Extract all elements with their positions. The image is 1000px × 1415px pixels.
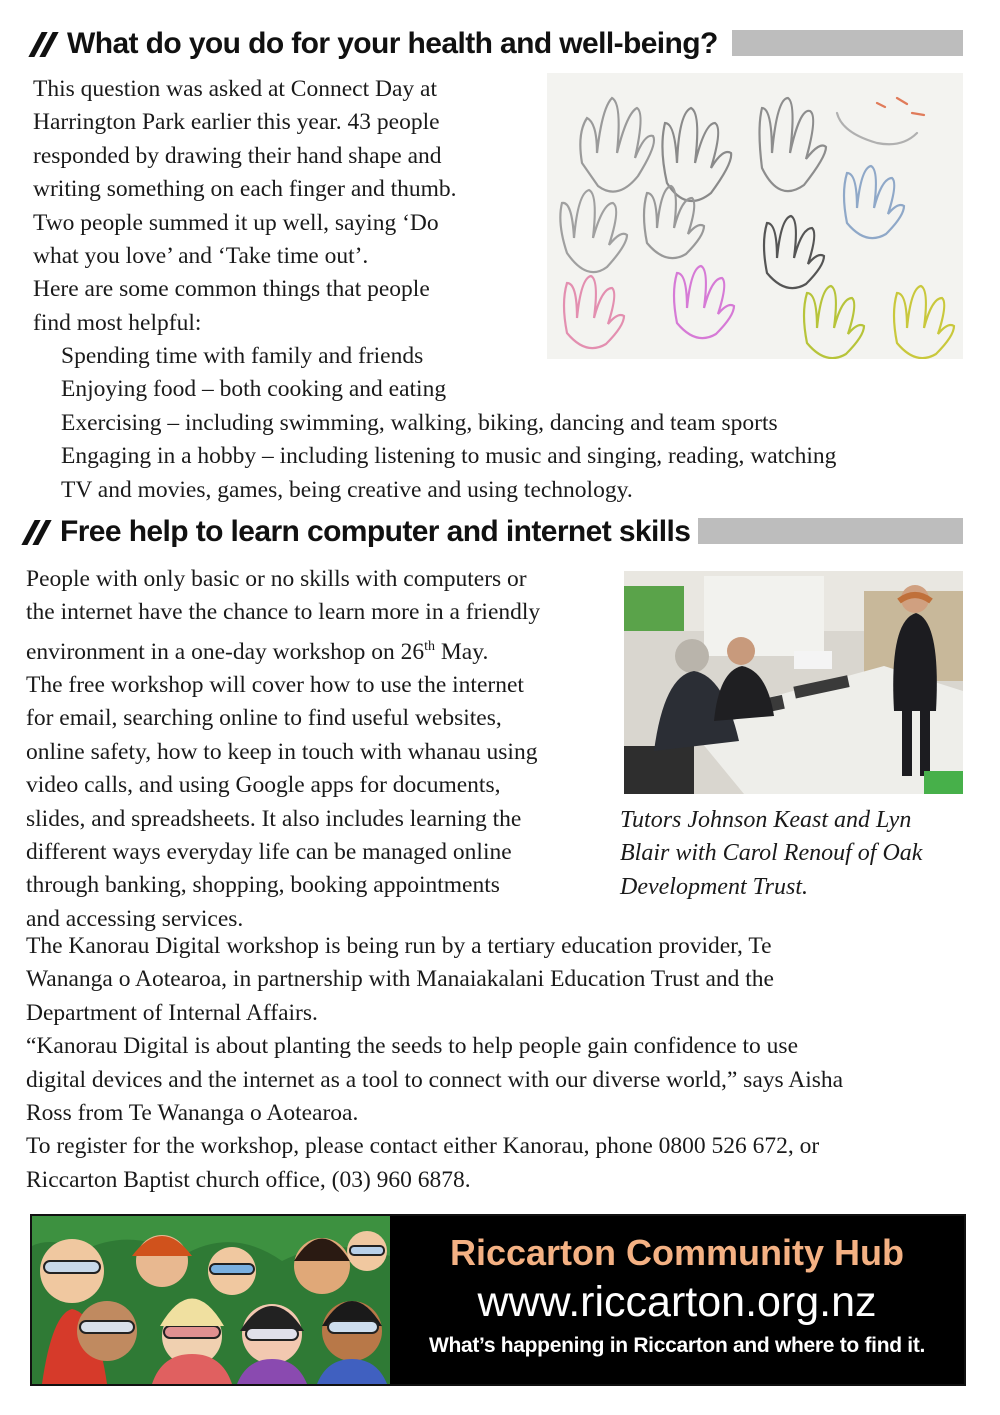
heading-rule	[698, 518, 963, 544]
paragraph-line: To register for the workshop, please contact either Kanorau, phone 0800 526 672, or	[26, 1133, 820, 1160]
photo-caption	[620, 804, 970, 904]
list-item: Exercising – including swimming, walking, biking, dancing and team sports	[61, 409, 778, 436]
people-illustration-art	[32, 1216, 390, 1384]
paragraph-line: and accessing services.	[26, 905, 244, 932]
list-item: Spending time with family and friends	[61, 343, 424, 369]
workshop-details-text	[26, 930, 976, 1197]
hands-drawing-illustration	[547, 73, 963, 359]
heading-text: What do you do for your health and well-being?	[67, 27, 718, 60]
list-item: TV and movies, games, being creative and using technology.	[61, 476, 633, 503]
paragraph-line: Here are some common things that people	[33, 276, 430, 303]
heading-text: Free help to learn computer and internet skills	[60, 515, 691, 548]
people-illustration	[32, 1216, 390, 1384]
paragraph-line: This question was asked at Connect Day at	[33, 76, 437, 102]
hub-tagline: What’s happening in Riccarton and where to find it.	[428, 1334, 926, 1357]
hands-drawing-photo	[547, 73, 963, 359]
caption-line: Tutors Johnson Keast and Lyn	[620, 807, 912, 833]
paragraph-line: People with only basic or no skills with computers or	[26, 566, 527, 592]
paragraph-line: through banking, shopping, booking appointments	[26, 872, 500, 899]
helpful-things-list	[33, 340, 973, 507]
section-heading-health	[35, 27, 718, 61]
date-line-text: environment in a one-day workshop on 26	[26, 638, 425, 665]
community-hub-banner	[30, 1214, 966, 1386]
double-slash-icon	[35, 32, 57, 57]
paragraph-line: The free workshop will cover how to use the internet	[26, 672, 524, 699]
workshop-intro-text	[26, 563, 626, 936]
paragraph-line: the internet have the chance to learn more in a friendly	[26, 599, 541, 626]
paragraph-line: “Kanorau Digital is about planting the seeds to help people gain confidence to use	[26, 1033, 799, 1060]
paragraph-line: The Kanorau Digital workshop is being run by a tertiary education provider, Te	[26, 933, 772, 959]
paragraph-line: Harrington Park earlier this year. 43 people	[33, 109, 440, 136]
date-line-text: May.	[435, 638, 489, 665]
double-slash-icon	[28, 520, 50, 545]
paragraph-line: online safety, how to keep in touch with whanau using	[26, 738, 538, 765]
paragraph-line: writing something on each finger and thumb.	[33, 176, 457, 203]
paragraph-line: Wananga o Aotearoa, in partnership with Manaiakalani Education Trust and the	[26, 966, 774, 993]
caption-line: Development Trust.	[620, 873, 808, 900]
paragraph-line: responded by drawing their hand shape and	[33, 142, 442, 169]
workshop-date-line	[26, 630, 626, 669]
hub-info-panel	[390, 1216, 964, 1384]
paragraph-line: different ways everyday life can be managed online	[26, 839, 512, 866]
paragraph-line: slides, and spreadsheets. It also includes learning the	[26, 805, 522, 832]
health-intro-text	[33, 73, 553, 340]
section-heading-computer	[28, 515, 690, 549]
caption-line: Blair with Carol Renouf of Oak	[620, 840, 923, 867]
heading-rule	[732, 30, 963, 56]
list-item: Enjoying food – both cooking and eating	[61, 376, 447, 403]
tutors-photo	[624, 571, 963, 794]
date-ordinal-suffix: th	[424, 638, 436, 654]
paragraph-line: Riccarton Baptist church office, (03) 960 6878.	[26, 1166, 471, 1193]
hub-website-link[interactable]: www.riccarton.org.nz	[477, 1278, 877, 1326]
tutors-photo-illustration	[624, 571, 963, 794]
paragraph-line: for email, searching online to find useful websites,	[26, 705, 502, 732]
paragraph-line: what you love’ and ‘Take time out’.	[33, 243, 369, 270]
paragraph-line: Ross from Te Wananga o Aotearoa.	[26, 1100, 359, 1127]
paragraph-line: Department of Internal Affairs.	[26, 999, 318, 1026]
list-item: Engaging in a hobby – including listening to music and singing, reading, watching	[61, 443, 837, 470]
paragraph-line: digital devices and the internet as a tool to connect with our diverse world,” says Aisha	[26, 1066, 844, 1093]
paragraph-line: Two people summed it up well, saying ‘Do	[33, 209, 439, 236]
hub-title: Riccarton Community Hub	[449, 1232, 905, 1273]
paragraph-line: video calls, and using Google apps for documents,	[26, 772, 501, 799]
paragraph-line: find most helpful:	[33, 309, 202, 336]
